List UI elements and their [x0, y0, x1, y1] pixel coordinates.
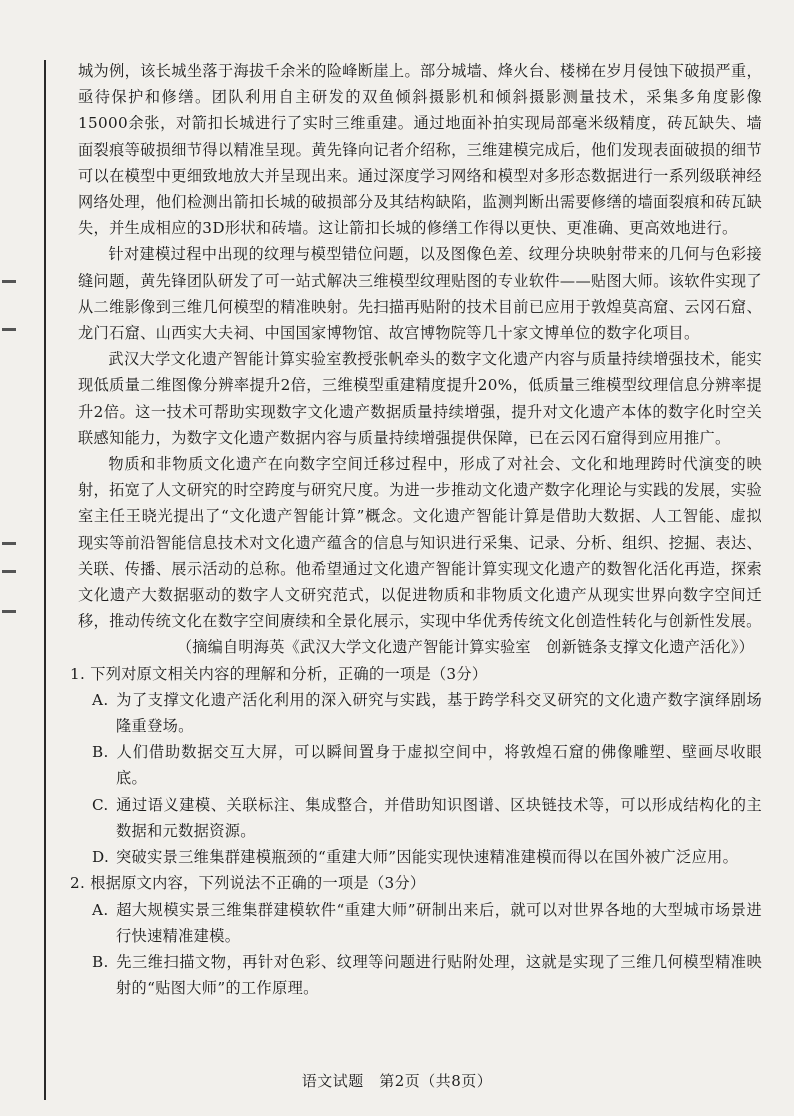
- option-c: [92, 792, 762, 844]
- option-b: [92, 739, 762, 791]
- option-b: [92, 949, 762, 1001]
- paragraph: 城为例，该长城坐落于海拔千余米的险峰断崖上。部分城墙、烽火台、楼梯在岁月侵蚀下破损严重，亟待保护和修缮。团队利用自主研发的双鱼倾斜摄影机和倾斜摄影测量技术，采集多角度影像15000余张，对箭扣长城进行了实时三维重建。通过地面补拍实现局部毫米级精度，砖瓦缺失、墙面裂痕等破损细节得以精准呈现。黄先锋向记者介绍称，三维建模完成后，他们发现表面破损的细节可以在模型中更细致地放大并呈现出来。通过深度学习网络和模型对多形态数据进行一系列级联神经网络处理，他们检测出箭扣长城的破损部分及其结构缺陷，监测判断出需要修缮的墙面裂痕和砖瓦缺失，并生成相应的3D形状和砖墙。这让箭扣长城的修缮工作得以更快、更准确、更高效地进行。: [78, 62, 762, 238]
- option-text: 为了支撑文化遗产活化利用的深入研究与实践，基于跨学科交叉研究的文化遗产数字演绎剧场隆重登场。: [116, 690, 762, 736]
- margin-mark: [2, 280, 16, 283]
- document-body: [70, 58, 762, 1001]
- margin-mark: [2, 542, 16, 545]
- question-stem: 2. 根据原文内容，下列说法不正确的一项是（3分）: [70, 874, 426, 893]
- paragraph: 物质和非物质文化遗产在向数字空间迁移过程中，形成了对社会、文化和地理跨时代演变的映射，拓宽了人文研究的时空跨度与研究尺度。为进一步推动文化遗产数字化理论与实践的发展，实验室主任王晓光提出了“文化遗产智能计算”概念。文化遗产智能计算是借助大数据、人工智能、虚拟现实等前沿智能信息技术对文化遗产蕴含的信息与知识进行采集、记录、分析、组织、挖掘、表达、关联、传播、展示活动的总称。他希望通过文化遗产智能计算实现文化遗产的数智化活化再造，探索文化遗产大数据驱动的数字人文研究范式，以促进物质和非物质文化遗产从现实世界向数字空间迁移，推动传统文化在数字空间赓续和全景化展示，实现中华优秀传统文化创造性转化与创新性发展。: [78, 455, 762, 631]
- option-letter: A.: [92, 690, 109, 709]
- option-letter: D.: [92, 848, 110, 867]
- option-text: 人们借助数据交互大屏，可以瞬间置身于虚拟空间中，将敦煌石窟的佛像雕塑、壁画尽收眼底。: [116, 743, 762, 788]
- paragraph: 针对建模过程中出现的纹理与模型错位问题，以及图像色差、纹理分块映射带来的几何与色彩接缝问题，黄先锋团队研发了可一站式解决三维模型纹理贴图的专业软件——贴图大师。该软件实现了从二维影像到三维几何模型的精准映射。先扫描再贴附的技术目前已应用于敦煌莫高窟、云冈石窟、龙门石窟、山西实大夫祠、中国国家博物馆、故宫博物院等几十家文博单位的数字化项目。: [78, 245, 762, 343]
- page-footer: 语文试题 第2页（共8页）: [301, 1072, 493, 1090]
- source-citation: （摘编自明海英《武汉大学文化遗产智能计算实验室 创新链条支撑文化遗产活化》）: [176, 638, 754, 657]
- option-text: 超大规模实景三维集群建模软件“重建大师”研制出来后，就可以对世界各地的大型城市场景进行快速精准建模。: [116, 900, 762, 945]
- option-text: 突破实景三维集群建模瓶颈的“重建大师”因能实现快速精准建模而得以在国外被广泛应用。: [116, 848, 739, 867]
- option-letter: A.: [92, 900, 109, 919]
- margin-mark: [2, 610, 16, 613]
- page-binding-edge: [44, 60, 46, 1100]
- option-text: 先三维扫描文物，再针对色彩、纹理等问题进行贴附处理，这就是实现了三维几何模型精准映射的“贴图大师”的工作原理。: [116, 952, 762, 998]
- question-2: [70, 870, 762, 1001]
- margin-mark: [2, 328, 16, 331]
- option-a: [92, 687, 762, 739]
- paragraph: 武汉大学文化遗产智能计算实验室教授张帆牵头的数字文化遗产内容与质量持续增强技术，能实现低质量二维图像分辨率提升2倍，三维模型重建精度提升20%，低质量三维模型纹理信息分辨率提升2倍。这一技术可帮助实现数字文化遗产数据质量持续增强，提升对文化遗产本体的数字化时空关联感知能力，为数字文化遗产数据内容与质量持续增强提供保障，已在云冈石窟得到应用推广。: [78, 350, 762, 447]
- option-letter: B.: [92, 952, 109, 971]
- option-letter: B.: [92, 743, 109, 762]
- option-a: [92, 897, 762, 949]
- question-stem: 1. 下列对原文相关内容的理解和分析，正确的一项是（3分）: [70, 664, 488, 683]
- option-d: [92, 844, 762, 870]
- margin-mark: [2, 570, 16, 573]
- option-letter: C.: [92, 795, 109, 814]
- question-1: [70, 661, 762, 871]
- option-text: 通过语义建模、关联标注、集成整合，并借助知识图谱、区块链技术等，可以形成结构化的主数据和元数据资源。: [116, 795, 762, 840]
